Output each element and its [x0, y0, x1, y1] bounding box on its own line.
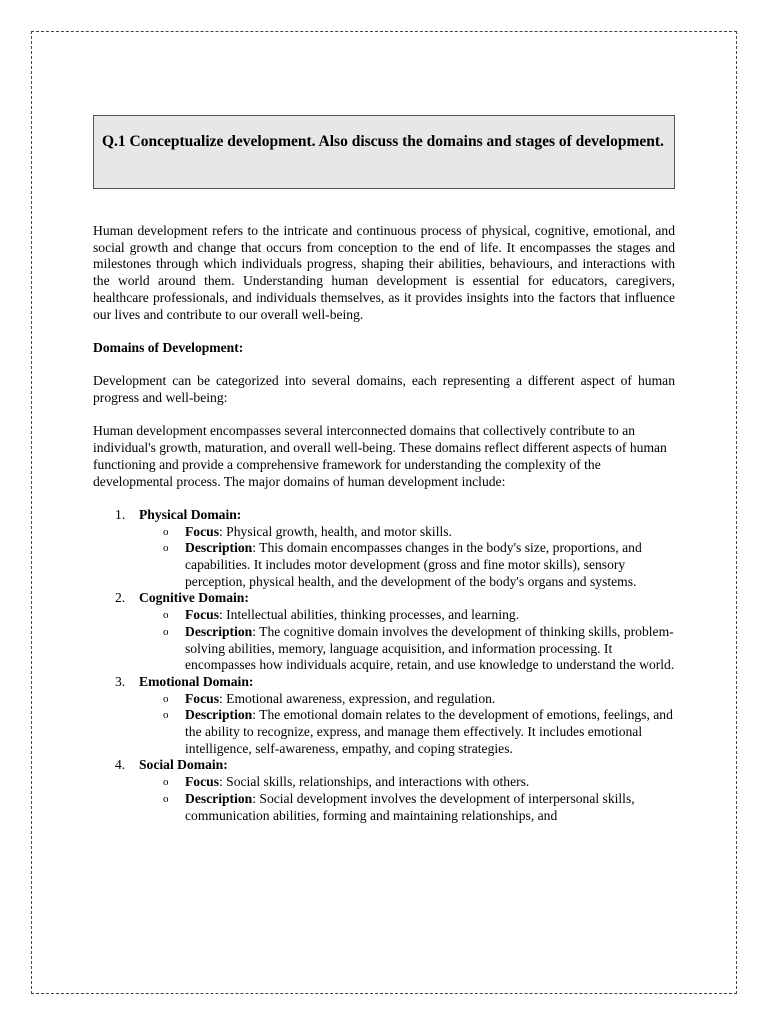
description-label: Description — [185, 790, 253, 806]
domain-focus — [139, 691, 675, 708]
domain-item-emotional — [93, 674, 675, 758]
domain-item-physical — [93, 507, 675, 591]
bullet-icon: o — [163, 692, 169, 705]
focus-text: : Emotional awareness, expression, and regulation. — [218, 690, 496, 706]
description-label: Description — [185, 540, 253, 556]
domain-details — [139, 691, 675, 758]
domain-focus — [139, 607, 675, 624]
domain-description — [139, 791, 675, 824]
focus-label: Focus — [185, 523, 219, 539]
domain-number: 2. — [115, 590, 126, 606]
focus-text: : Social skills, relationships, and interactions with others. — [218, 774, 530, 790]
domain-details — [139, 607, 675, 674]
bullet-icon: o — [163, 542, 169, 555]
domains-list — [93, 507, 675, 824]
domain-item-social — [93, 757, 675, 824]
domain-title: Physical Domain: — [139, 506, 242, 522]
domains-overview-paragraph: Human development encompasses several interconnected domains that collectively contribute to an individual's growth, maturation, and overall well-being. These domains reflect different aspects of human functioning and provide a comprehensive framework for understanding the complexity of the developmental process. The major domains of human development include: — [93, 423, 667, 489]
description-text: : The cognitive domain involves the development of thinking skills, problem-solving abilities, memory, language acquisition, and information processing. It encompasses how individuals acquire, retain, and use knowledge to understand the world. — [185, 623, 675, 673]
domain-title: Emotional Domain: — [139, 673, 254, 689]
focus-label: Focus — [185, 690, 219, 706]
domain-title: Cognitive Domain: — [139, 590, 249, 606]
domain-description — [139, 707, 675, 757]
focus-text: : Physical growth, health, and motor skills. — [218, 523, 452, 539]
domain-details — [139, 774, 675, 824]
description-text: : The emotional domain relates to the development of emotions, feelings, and the ability to recognize, express, and manage them effectively. It includes emotional intelligence, self-awareness, empathy, and coping strategies. — [185, 707, 673, 756]
domain-focus — [139, 774, 675, 791]
question-box — [93, 115, 675, 189]
domains-intro-paragraph: Development can be categorized into several domains, each representing a different aspect of human progress and well-being: — [93, 373, 675, 405]
bullet-icon: o — [163, 792, 169, 805]
domain-number: 1. — [115, 506, 126, 522]
domains-heading: Domains of Development: — [93, 339, 244, 355]
domain-description — [139, 624, 675, 674]
domain-title: Social Domain: — [139, 757, 228, 773]
domain-details — [139, 524, 675, 591]
bullet-icon: o — [163, 525, 169, 538]
focus-label: Focus — [185, 607, 219, 623]
document-body — [93, 223, 675, 824]
focus-text: : Intellectual abilities, thinking processes, and learning. — [218, 607, 520, 623]
bullet-icon: o — [163, 609, 169, 622]
bullet-icon: o — [163, 709, 169, 722]
question-title: Q.1 Conceptualize development. Also discuss the domains and stages of development. — [102, 133, 664, 150]
domain-item-cognitive — [93, 590, 675, 674]
description-text: : This domain encompasses changes in the body's size, proportions, and capabilities. It includes motor development (gross and fine motor skills), sensory perception, physical health, and the development of the body's organs and systems. — [185, 540, 642, 589]
bullet-icon: o — [163, 625, 169, 638]
domain-description — [139, 540, 675, 590]
intro-paragraph: Human development refers to the intricate and continuous process of physical, cognitive, emotional, and social growth and change that occurs from conception to the end of life. It encompasses the stages and milestones through which individuals progress, shaping their abilities, behaviours, and interactions with the world around them. Understanding human development is essential for educators, caregivers, healthcare professionals, and individuals themselves, as it provides insights into the factors that influence our lives and contribute to our overall well-being. — [93, 223, 675, 322]
domain-number: 3. — [115, 673, 126, 689]
description-label: Description — [185, 707, 253, 723]
description-text: : Social development involves the development of interpersonal skills, communication abilities, forming and maintaining relationships, and — [185, 790, 635, 823]
bullet-icon: o — [163, 776, 169, 789]
domain-focus — [139, 524, 675, 541]
domain-number: 4. — [115, 757, 126, 773]
focus-label: Focus — [185, 774, 219, 790]
description-label: Description — [185, 623, 253, 639]
